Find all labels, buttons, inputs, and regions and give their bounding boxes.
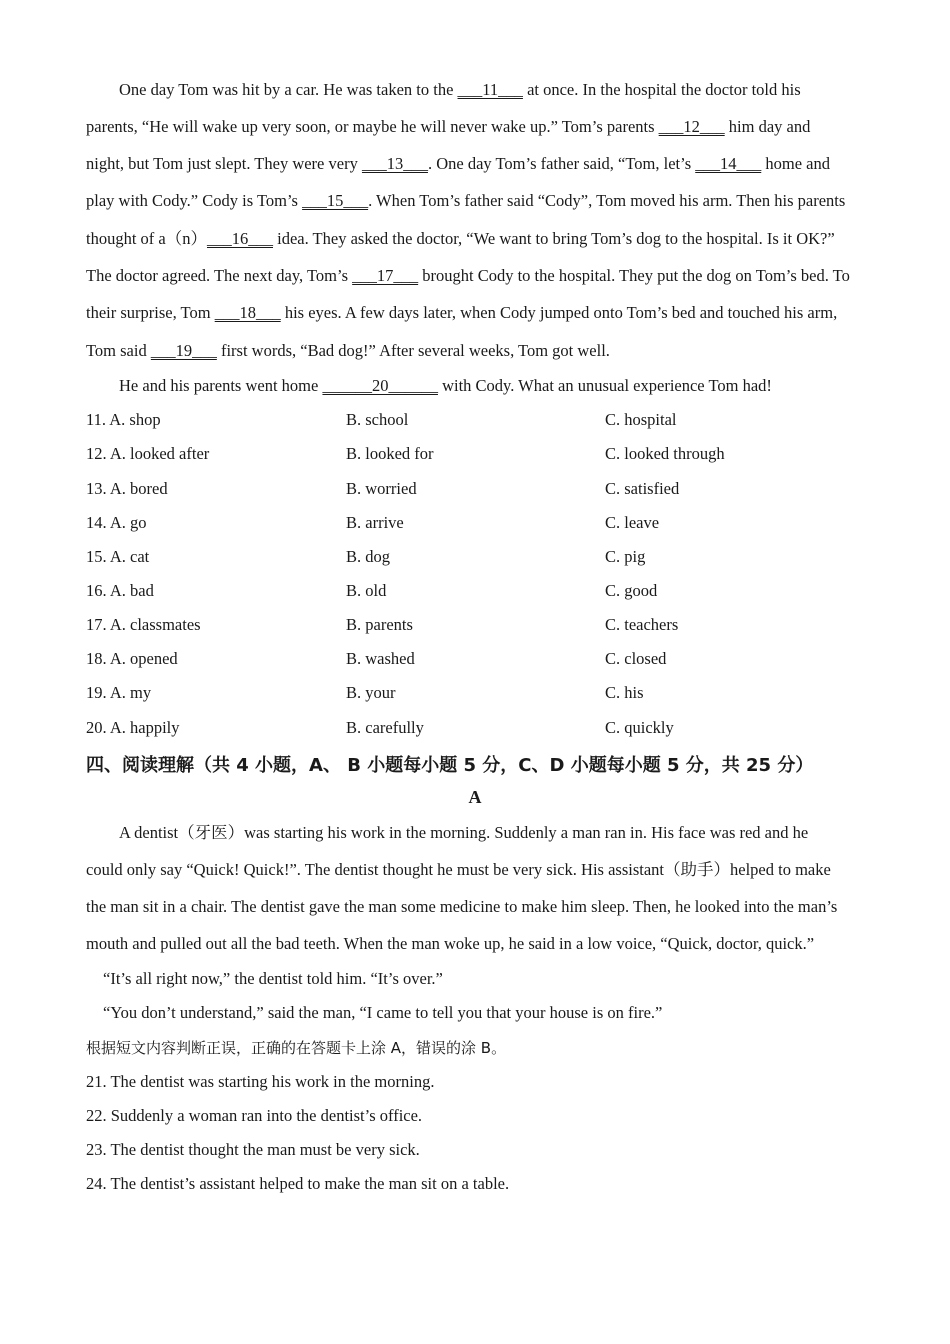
- option-a: 13. A. bored: [86, 479, 168, 498]
- passage-line: mouth and pulled out all the bad teeth. When the man woke up, he said in a low voice, “Quick, doctor, quick.”: [86, 934, 815, 953]
- cloze-text: play with Cody.” Cody is Tom’s: [86, 191, 303, 210]
- option-c: C. satisfied: [605, 479, 680, 498]
- passage-title: A: [468, 787, 482, 807]
- question-item: 21. The dentist was starting his work in the morning.: [86, 1072, 435, 1091]
- cloze-line-2: [86, 117, 810, 137]
- cloze-line-6: [86, 266, 850, 286]
- cloze-text: brought Cody to the hospital. They put the dog on Tom’s bed. To: [418, 266, 850, 285]
- cloze-text: at once. In the hospital the doctor told his: [522, 80, 801, 99]
- cloze-text: One day Tom was hit by a car. He was taken to the: [119, 80, 458, 99]
- question-item: 24. The dentist’s assistant helped to make the man sit on a table.: [86, 1174, 510, 1193]
- option-a: 18. A. opened: [86, 649, 178, 668]
- option-a: 11. A. shop: [86, 410, 161, 429]
- option-row: [86, 718, 886, 738]
- blank-17: ___17___: [352, 266, 419, 285]
- option-row: [86, 479, 886, 499]
- cloze-line-3: [86, 154, 830, 174]
- option-b: B. dog: [346, 547, 391, 566]
- cloze-text: He and his parents went home: [119, 376, 323, 395]
- passage-quote: “You don’t understand,” said the man, “I came to tell you that your house is on fire.”: [103, 1003, 663, 1022]
- option-c: C. looked through: [605, 444, 725, 463]
- option-c: C. closed: [605, 649, 667, 668]
- cloze-text: night, but Tom just slept. They were very: [86, 154, 362, 173]
- option-b: B. school: [346, 410, 409, 429]
- cloze-line-7: [86, 303, 837, 323]
- option-row: [86, 444, 886, 464]
- blank-19: ___19___: [150, 341, 217, 360]
- passage-line: A dentist（牙医）was starting his work in the morning. Suddenly a man ran in. His face was red and he: [119, 823, 809, 842]
- cloze-text: thought of a（n）: [86, 229, 207, 248]
- cloze-text: his eyes. A few days later, when Cody jumped onto Tom’s bed and touched his arm,: [280, 303, 838, 322]
- cloze-line-9: [119, 376, 772, 396]
- cloze-text: Tom said: [86, 341, 151, 360]
- option-b: B. looked for: [346, 444, 434, 463]
- option-c: C. good: [605, 581, 658, 600]
- blank-13: ___13___: [361, 154, 428, 173]
- option-c: C. pig: [605, 547, 646, 566]
- question-item: 22. Suddenly a woman ran into the dentist’s office.: [86, 1106, 423, 1125]
- option-b: B. worried: [346, 479, 417, 498]
- option-b: B. washed: [346, 649, 415, 668]
- option-row: [86, 513, 886, 533]
- option-b: B. carefully: [346, 718, 424, 737]
- blank-15: ___15___: [302, 191, 369, 210]
- option-c: C. teachers: [605, 615, 679, 634]
- option-a: 15. A. cat: [86, 547, 150, 566]
- option-row: [86, 547, 886, 567]
- passage-line: the man sit in a chair. The dentist gave the man some medicine to make him sleep. Then, he looked into the man’s: [86, 897, 838, 916]
- cloze-text: parents, “He will wake up very soon, or maybe he will never wake up.” Tom’s parents: [86, 117, 659, 136]
- cloze-text: their surprise, Tom: [86, 303, 215, 322]
- cloze-text: . When Tom’s father said “Cody”, Tom moved his arm. Then his parents: [368, 191, 846, 210]
- cloze-text: first words, “Bad dog!” After several weeks, Tom got well.: [216, 341, 610, 360]
- option-b: B. arrive: [346, 513, 404, 532]
- option-b: B. parents: [346, 615, 413, 634]
- cloze-line-8: [86, 341, 610, 361]
- blank-16: ___16___: [207, 229, 273, 248]
- passage-line: could only say “Quick! Quick!”. The dentist thought he must be very sick. His assistant（助手）helped to make: [86, 860, 831, 879]
- blank-11: ___11___: [457, 80, 523, 99]
- option-row: [86, 581, 886, 601]
- option-c: C. leave: [605, 513, 660, 532]
- cloze-text: with Cody. What an unusual experience Tom had!: [437, 376, 772, 395]
- option-row: [86, 683, 886, 703]
- option-b: B. your: [346, 683, 396, 702]
- cloze-text: him day and: [724, 117, 811, 136]
- cloze-line-5: [86, 229, 835, 249]
- option-a: 16. A. bad: [86, 581, 154, 600]
- cloze-text: idea. They asked the doctor, “We want to bring Tom’s dog to the hospital. Is it OK?”: [273, 229, 835, 248]
- blank-18: ___18___: [214, 303, 281, 322]
- cloze-text: The doctor agreed. The next day, Tom’s: [86, 266, 353, 285]
- option-c: C. hospital: [605, 410, 677, 429]
- option-row: [86, 615, 886, 635]
- blank-20: ______20______: [322, 376, 438, 395]
- instruction-text: 根据短文内容判断正误，正确的在答题卡上涂 A，错误的涂 B。: [86, 1039, 507, 1057]
- option-a: 19. A. my: [86, 683, 152, 702]
- cloze-line-1: [119, 80, 801, 100]
- option-b: B. old: [346, 581, 387, 600]
- cloze-text: . One day Tom’s father said, “Tom, let’s: [427, 154, 696, 173]
- option-c: C. quickly: [605, 718, 674, 737]
- option-c: C. his: [605, 683, 644, 702]
- cloze-text: home and: [761, 154, 830, 173]
- question-item: 23. The dentist thought the man must be very sick.: [86, 1140, 420, 1159]
- option-a: 12. A. looked after: [86, 444, 210, 463]
- blank-12: ___12___: [658, 117, 725, 136]
- passage-quote: “It’s all right now,” the dentist told him. “It’s over.”: [103, 969, 443, 988]
- section-heading: 四、阅读理解（共 4 小题，A、 B 小题每小题 5 分，C、D 小题每小题 5 分，共 25 分）: [86, 755, 814, 776]
- cloze-line-4: [86, 191, 845, 211]
- option-a: 17. A. classmates: [86, 615, 201, 634]
- option-row: [86, 649, 886, 669]
- blank-14: ___14___: [695, 154, 762, 173]
- option-a: 14. A. go: [86, 513, 147, 532]
- option-a: 20. A. happily: [86, 718, 180, 737]
- option-row: [86, 410, 886, 430]
